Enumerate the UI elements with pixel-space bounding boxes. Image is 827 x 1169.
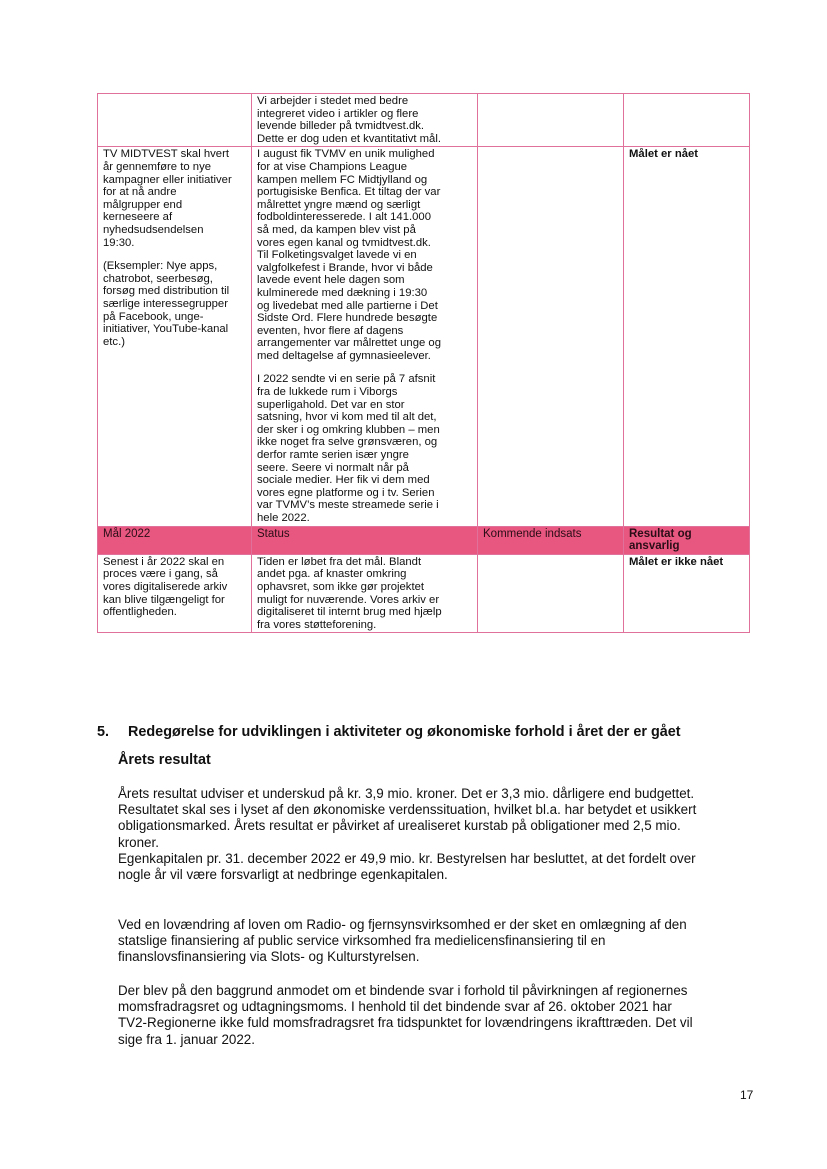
- goal-text: TV MIDTVEST skal hvert år gennemføre to nye kampagner eller initiativer for at nå andre målgrupper end kerneseere af nyhedsudsendelsen 19:30.: [103, 148, 232, 249]
- paragraph: Der blev på den baggrund anmodet om et bindende svar i forhold til påvirkningen af regionernes momsfradragsret og udtagningsmoms. I henhold til det bindende svar af 26. oktober 2021 har TV2-Regionerne ikke fuld momsfradragsret fra tidspunktet for lovændringens ikrafttræden. Det vil sige fra 1. januar 2022.: [118, 983, 693, 1047]
- goals-table: [97, 93, 750, 633]
- header-goal: Mål 2022: [98, 526, 252, 554]
- page-number: 17: [740, 1088, 754, 1102]
- result-cell: [624, 94, 750, 147]
- upcoming-cell: [478, 94, 624, 147]
- result-text: Målet er ikke nået: [629, 555, 724, 568]
- result-text: Målet er nået: [629, 148, 699, 161]
- status-text: I 2022 sendte vi en serie på 7 afsnit fra de lukkede rum i Viborgs superligahold. Det var en stor satsning, hvor vi kom med til alt det, der sker i og omkring klubben – men ikke noget fra selve grønsværen, og derfor ramte serien især yngre seere. Seere vi normalt når på sociale medier. Her fik vi dem med vores egne platforme og i tv. Serien var TVMV’s meste streamede serie i hele 2022.: [257, 373, 440, 524]
- header-result: Resultat og ansvarlig: [624, 526, 750, 554]
- result-cell: [624, 554, 750, 633]
- upcoming-cell: [478, 554, 624, 633]
- paragraph: Ved en lovændring af loven om Radio- og fjernsynsvirksomhed er der sket en omlægning af den statslige finansiering af public service virksomhed fra medielicensfinansiering til en finanslovsfinansiering via Slots- og Kulturstyrelsen.: [118, 917, 687, 965]
- status-cell: [252, 147, 478, 526]
- goal-cell: [98, 554, 252, 633]
- status-text: Vi arbejder i stedet med bedre integreret video i artikler og flere levende billeder på tvmidtvest.dk. Dette er dog uden et kvantitativt mål.: [257, 95, 441, 145]
- status-cell: [252, 554, 478, 633]
- section-title: Redegørelse for udviklingen i aktiviteter og økonomiske forhold i året der er gået: [128, 724, 681, 740]
- table-row: [98, 94, 750, 147]
- subsection-heading: Årets resultat: [118, 752, 211, 768]
- upcoming-cell: [478, 147, 624, 526]
- table-header-row: [98, 526, 750, 554]
- result-cell: [624, 147, 750, 526]
- goal-text: Senest i år 2022 skal en proces være i gang, så vores digitaliserede arkiv kan blive tilgængeligt for offentligheden.: [103, 555, 228, 619]
- status-text: Tiden er løbet fra det mål. Blandt andet pga. af knaster omkring ophavsret, som ikke gør projektet muligt for nuværende. Vores arkiv er digitaliseret til internt brug med hjælp fra vores støtteforening.: [257, 555, 442, 631]
- goal-cell: [98, 147, 252, 526]
- header-status: Status: [252, 526, 478, 554]
- header-upcoming: Kommende indsats: [478, 526, 624, 554]
- table-row: [98, 147, 750, 526]
- goal-examples-text: (Eksempler: Nye apps, chatrobot, seerbesøg, forsøg med distribution til særlige interessegrupper på Facebook, unge- initiativer, YouTube-kanal etc.): [103, 260, 230, 348]
- section-heading: [97, 724, 777, 740]
- paragraph: Årets resultat udviser et underskud på kr. 3,9 mio. kroner. Det er 3,3 mio. dårligere end budgettet. Resultatet skal ses i lyset af den økonomiske verdenssituation, hvilket bl.a. har betydet et usikkert obligationsmarked. Årets resultat er påvirket af urealiseret kurstab på obligationer med 2,5 mio. kroner. Egenkapitalen pr. 31. december 2022 er 49,9 mio. kr. Bestyrelsen har besluttet, at det fordelt over nogle år vil være forsvarligt at nedbringe egenkapitalen.: [118, 786, 697, 883]
- goal-cell: [98, 94, 252, 147]
- table-row: [98, 554, 750, 633]
- status-cell: [252, 94, 478, 147]
- section-number: 5.: [97, 724, 110, 740]
- status-text: I august fik TVMV en unik mulighed for at vise Champions League kampen mellem FC Midtjylland og portugisiske Benfica. Et tiltag der var målrettet yngre mænd og særligt fodboldinteresserede. I alt 141.000 så med, da kampen blev vist på vores egen kanal og tvmidtvest.dk. Til Folketingsvalget lavede vi en valgfolkefest i Brande, hvor vi både lavede event hele dagen som kulminerede med dækning i 19:30 og livedebat med alle partierne i Det Sidste Ord. Flere hundrede besøgte eventen, hvor flere af dagens arrangementer var målrettet unge og med deltagelse af gymnasieelever.: [257, 148, 441, 362]
